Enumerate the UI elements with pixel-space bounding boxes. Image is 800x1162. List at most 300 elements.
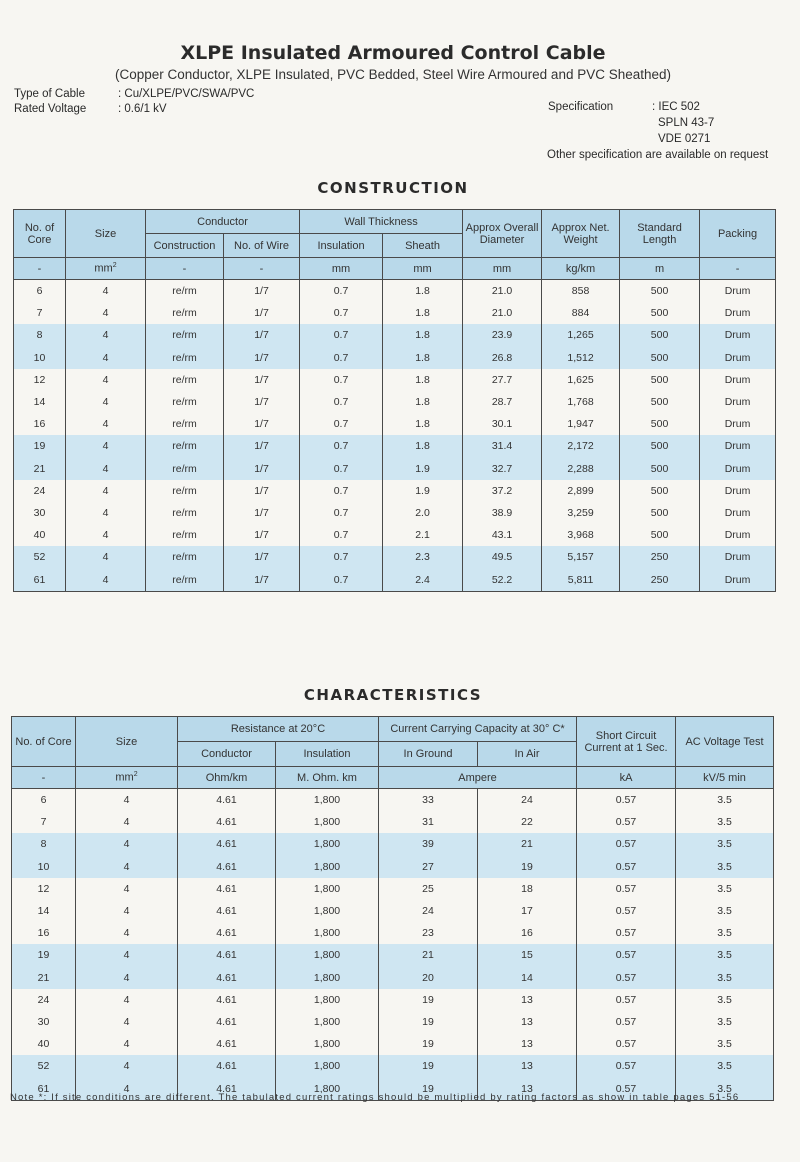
table-cell: 52.2 — [463, 568, 542, 591]
table-cell: Drum — [700, 458, 776, 480]
table-cell: 3,968 — [542, 524, 620, 546]
table-cell: 4.61 — [178, 922, 276, 944]
table-cell: 61 — [12, 1077, 76, 1100]
rated-voltage-value: : 0.6/1 kV — [118, 103, 167, 115]
table-cell: 250 — [620, 568, 700, 591]
table-cell: Drum — [700, 568, 776, 591]
table-cell: 40 — [14, 524, 66, 546]
table-cell: 23.9 — [463, 324, 542, 346]
table-cell: 1/7 — [224, 480, 300, 502]
table-cell: 4 — [76, 1055, 178, 1077]
table-row — [12, 900, 774, 922]
type-of-cable-label: Type of Cable — [14, 88, 85, 100]
table-cell: 4.61 — [178, 967, 276, 989]
table-cell: 23 — [379, 922, 478, 944]
table-cell: Drum — [700, 413, 776, 435]
table-row — [14, 413, 776, 435]
header-construction: Construction — [146, 234, 224, 258]
table-cell: 4 — [76, 789, 178, 812]
header-conductor: Conductor — [146, 210, 300, 234]
table-cell: 0.57 — [577, 900, 676, 922]
table-cell: 19 — [379, 1077, 478, 1100]
table-cell: 0.7 — [300, 302, 383, 324]
table-cell: 1.8 — [383, 347, 463, 369]
table-cell: 4 — [76, 1011, 178, 1033]
units-row — [14, 258, 776, 280]
table-cell: 24 — [478, 789, 577, 812]
table-cell: 0.7 — [300, 435, 383, 457]
table-cell: 19 — [478, 856, 577, 878]
table-row — [12, 967, 774, 989]
table-cell: 1,800 — [276, 856, 379, 878]
table-cell: 2.4 — [383, 568, 463, 591]
table-cell: 21.0 — [463, 280, 542, 303]
table-cell: 49.5 — [463, 546, 542, 568]
table-cell: 0.57 — [577, 811, 676, 833]
table-cell: 500 — [620, 524, 700, 546]
table-cell: re/rm — [146, 324, 224, 346]
table-cell: 1/7 — [224, 324, 300, 346]
table-row — [14, 347, 776, 369]
table-cell: 1.8 — [383, 391, 463, 413]
table-cell: 4 — [76, 811, 178, 833]
table-cell: 16 — [12, 922, 76, 944]
table-row — [14, 391, 776, 413]
table-cell: 26.8 — [463, 347, 542, 369]
table-cell: 3.5 — [676, 833, 774, 855]
unit-cell: kg/km — [542, 258, 620, 280]
table-cell: 4.61 — [178, 878, 276, 900]
header-overall-diameter: Approx Overall Diameter — [463, 210, 542, 258]
table-cell: 19 — [379, 1011, 478, 1033]
specification-block — [548, 99, 768, 163]
table-cell: 0.57 — [577, 833, 676, 855]
table-cell: 21 — [478, 833, 577, 855]
table-cell: 1,265 — [542, 324, 620, 346]
table-cell: 500 — [620, 369, 700, 391]
table-cell: 3.5 — [676, 967, 774, 989]
table-cell: 3.5 — [676, 1011, 774, 1033]
table-cell: 0.57 — [577, 878, 676, 900]
table-cell: 0.7 — [300, 280, 383, 303]
table-cell: 0.7 — [300, 480, 383, 502]
table-row — [14, 369, 776, 391]
table-row — [12, 944, 774, 966]
table-cell: 4 — [76, 900, 178, 922]
table-cell: 37.2 — [463, 480, 542, 502]
table-cell: 4 — [76, 989, 178, 1011]
unit-cell: mm — [463, 258, 542, 280]
table-cell: 4 — [66, 280, 146, 303]
table-cell: 4 — [66, 369, 146, 391]
specification-value: : IEC 502 — [652, 101, 700, 113]
table-cell: 19 — [379, 989, 478, 1011]
construction-title: CONSTRUCTION — [317, 179, 469, 197]
table-cell: 1.8 — [383, 369, 463, 391]
table-cell: Drum — [700, 280, 776, 303]
specification-label: Specification — [548, 101, 614, 113]
table-cell: 24 — [14, 480, 66, 502]
table-cell: 3.5 — [676, 878, 774, 900]
table-cell: 1,800 — [276, 967, 379, 989]
header-sheath: Sheath — [383, 234, 463, 258]
table-cell: 25 — [379, 878, 478, 900]
table-cell: re/rm — [146, 458, 224, 480]
table-cell: 33 — [379, 789, 478, 812]
table-row — [12, 989, 774, 1011]
table-cell: 0.57 — [577, 1077, 676, 1100]
header-net-weight: Approx Net. Weight — [542, 210, 620, 258]
table-cell: 0.57 — [577, 989, 676, 1011]
table-cell: 1,800 — [276, 1055, 379, 1077]
unit-cell: Ampere — [379, 767, 577, 789]
table-cell: 4.61 — [178, 989, 276, 1011]
table-cell: 52 — [14, 546, 66, 568]
characteristics-title: CHARACTERISTICS — [303, 686, 483, 704]
table-cell: 0.7 — [300, 324, 383, 346]
table-cell: 2.3 — [383, 546, 463, 568]
table-cell: 0.7 — [300, 458, 383, 480]
header-size: Size — [66, 210, 146, 258]
table-cell: 1.8 — [383, 302, 463, 324]
table-cell: 17 — [478, 900, 577, 922]
table-cell: 4 — [66, 480, 146, 502]
table-cell: 1,800 — [276, 1033, 379, 1055]
table-cell: 3.5 — [676, 922, 774, 944]
table-cell: 1,947 — [542, 413, 620, 435]
table-cell: 4 — [66, 458, 146, 480]
document-title: XLPE Insulated Armoured Control Cable — [180, 42, 606, 64]
table-cell: 500 — [620, 324, 700, 346]
header-no-of-wire: No. of Wire — [224, 234, 300, 258]
header-current-capacity: Current Carrying Capacity at 30° C* — [379, 717, 577, 742]
table-cell: 4.61 — [178, 944, 276, 966]
table-cell: 0.57 — [577, 789, 676, 812]
table-cell: Drum — [700, 480, 776, 502]
header-short-circuit: Short Circuit Current at 1 Sec. — [577, 717, 676, 767]
table-row — [14, 524, 776, 546]
unit-cell: $mm^2$ — [76, 767, 178, 789]
table-cell: 1,800 — [276, 900, 379, 922]
table-cell: 30 — [12, 1011, 76, 1033]
table-cell: re/rm — [146, 413, 224, 435]
table-cell: 12 — [12, 878, 76, 900]
table-cell: 0.57 — [577, 1033, 676, 1055]
table-row — [14, 302, 776, 324]
table-cell: 500 — [620, 280, 700, 303]
table-cell: Drum — [700, 324, 776, 346]
construction-table — [13, 209, 776, 592]
table-cell: 3.5 — [676, 856, 774, 878]
table-cell: 39 — [379, 833, 478, 855]
table-cell: re/rm — [146, 480, 224, 502]
table-cell: 0.7 — [300, 391, 383, 413]
table-cell: 1,800 — [276, 922, 379, 944]
table-cell: re/rm — [146, 568, 224, 591]
table-cell: 1/7 — [224, 413, 300, 435]
table-cell: 4 — [76, 1077, 178, 1100]
table-cell: 14 — [14, 391, 66, 413]
table-cell: 3.5 — [676, 811, 774, 833]
header-conductor: Conductor — [178, 742, 276, 767]
table-cell: 4.61 — [178, 1055, 276, 1077]
header-in-air: In Air — [478, 742, 577, 767]
table-cell: 1/7 — [224, 546, 300, 568]
specification-value: SPLN 43-7 — [658, 117, 715, 129]
table-cell: 7 — [14, 302, 66, 324]
table-cell: 6 — [12, 789, 76, 812]
table-cell: 24 — [379, 900, 478, 922]
table-cell: re/rm — [146, 302, 224, 324]
table-cell: 18 — [478, 878, 577, 900]
table-cell: 1,625 — [542, 369, 620, 391]
table-cell: 21.0 — [463, 302, 542, 324]
table-cell: 500 — [620, 347, 700, 369]
table-cell: 24 — [12, 989, 76, 1011]
characteristics-table-body — [12, 767, 774, 1101]
table-cell: 4.61 — [178, 811, 276, 833]
table-cell: Drum — [700, 347, 776, 369]
table-cell: 13 — [478, 1055, 577, 1077]
table-cell: 1,800 — [276, 811, 379, 833]
table-cell: Drum — [700, 524, 776, 546]
table-cell: 2,899 — [542, 480, 620, 502]
table-cell: 4 — [76, 878, 178, 900]
table-cell: 6 — [14, 280, 66, 303]
header-core: No. of Core — [12, 717, 76, 767]
header-core: No. of Core — [14, 210, 66, 258]
table-row — [14, 280, 776, 303]
header-wall-thickness: Wall Thickness — [300, 210, 463, 234]
table-cell: 32.7 — [463, 458, 542, 480]
table-cell: 3.5 — [676, 789, 774, 812]
table-cell: 10 — [12, 856, 76, 878]
table-cell: 4 — [76, 1033, 178, 1055]
table-cell: Drum — [700, 391, 776, 413]
table-cell: 4 — [76, 833, 178, 855]
table-cell: 52 — [12, 1055, 76, 1077]
table-cell: 4 — [66, 568, 146, 591]
table-cell: 4 — [66, 324, 146, 346]
header-insulation: Insulation — [300, 234, 383, 258]
table-cell: 13 — [478, 1077, 577, 1100]
units-row — [12, 767, 774, 789]
header-size: Size — [76, 717, 178, 767]
table-cell: 38.9 — [463, 502, 542, 524]
table-row — [12, 789, 774, 812]
table-cell: 0.7 — [300, 369, 383, 391]
table-row — [12, 811, 774, 833]
specification-note: Other specification are available on request — [547, 149, 769, 161]
table-cell: re/rm — [146, 502, 224, 524]
table-cell: 27.7 — [463, 369, 542, 391]
table-cell: 1/7 — [224, 524, 300, 546]
table-cell: 4 — [66, 546, 146, 568]
table-cell: 4.61 — [178, 1011, 276, 1033]
table-cell: 1/7 — [224, 391, 300, 413]
table-cell: 1/7 — [224, 435, 300, 457]
table-cell: 4 — [66, 302, 146, 324]
table-cell: re/rm — [146, 524, 224, 546]
table-cell: Drum — [700, 546, 776, 568]
table-cell: 1/7 — [224, 280, 300, 303]
table-cell: 858 — [542, 280, 620, 303]
table-cell: 3.5 — [676, 989, 774, 1011]
unit-cell: - — [146, 258, 224, 280]
table-cell: 500 — [620, 502, 700, 524]
document-subtitle: (Copper Conductor, XLPE Insulated, PVC Bedded, Steel Wire Armoured and PVC Sheathed) — [114, 67, 672, 82]
table-cell: 3.5 — [676, 1033, 774, 1055]
table-cell: 20 — [379, 967, 478, 989]
table-cell: 4 — [66, 347, 146, 369]
table-cell: re/rm — [146, 391, 224, 413]
table-cell: 19 — [379, 1033, 478, 1055]
unit-cell: kV/5 min — [676, 767, 774, 789]
table-row — [12, 833, 774, 855]
table-row — [12, 1011, 774, 1033]
table-cell: 0.7 — [300, 413, 383, 435]
unit-cell: mm — [300, 258, 383, 280]
unit-cell: - — [700, 258, 776, 280]
table-cell: 13 — [478, 989, 577, 1011]
table-cell: 4.61 — [178, 1077, 276, 1100]
table-cell: 19 — [379, 1055, 478, 1077]
construction-table-body — [14, 258, 776, 592]
table-cell: 5,157 — [542, 546, 620, 568]
table-row — [14, 502, 776, 524]
table-cell: Drum — [700, 435, 776, 457]
table-cell: 4 — [76, 856, 178, 878]
table-cell: 7 — [12, 811, 76, 833]
unit-cell: Ohm/km — [178, 767, 276, 789]
table-cell: 3.5 — [676, 1055, 774, 1077]
table-row — [12, 1033, 774, 1055]
table-cell: 30.1 — [463, 413, 542, 435]
table-cell: 1,800 — [276, 944, 379, 966]
table-cell: 0.7 — [300, 568, 383, 591]
specification-value: VDE 0271 — [658, 133, 711, 145]
table-cell: 21 — [379, 944, 478, 966]
table-cell: 1.9 — [383, 458, 463, 480]
table-cell: 21 — [14, 458, 66, 480]
table-cell: 0.57 — [577, 967, 676, 989]
footnote: Note *: If site conditions are different. The tabulated current ratings should be multiplied by rating factors as show in table pages 51-56 — [10, 1092, 740, 1103]
table-cell: 4 — [76, 967, 178, 989]
rated-voltage-label: Rated Voltage — [14, 103, 87, 115]
table-cell: 1,800 — [276, 1077, 379, 1100]
table-cell: re/rm — [146, 369, 224, 391]
table-row — [14, 480, 776, 502]
table-cell: 19 — [12, 944, 76, 966]
table-cell: 40 — [12, 1033, 76, 1055]
table-cell: 4 — [66, 413, 146, 435]
table-cell: 3,259 — [542, 502, 620, 524]
table-cell: 1,800 — [276, 989, 379, 1011]
table-cell: 1/7 — [224, 369, 300, 391]
table-cell: 2,172 — [542, 435, 620, 457]
type-of-cable-value: : Cu/XLPE/PVC/SWA/PVC — [118, 88, 255, 100]
unit-cell: m — [620, 258, 700, 280]
table-cell: 43.1 — [463, 524, 542, 546]
table-cell: 1.8 — [383, 324, 463, 346]
table-cell: 8 — [14, 324, 66, 346]
table-cell: 0.57 — [577, 1055, 676, 1077]
table-cell: 4 — [66, 435, 146, 457]
table-cell: 4 — [76, 922, 178, 944]
table-cell: 13 — [478, 1011, 577, 1033]
table-row — [12, 922, 774, 944]
table-cell: 2,288 — [542, 458, 620, 480]
table-cell: 500 — [620, 413, 700, 435]
unit-cell: - — [12, 767, 76, 789]
table-cell: 27 — [379, 856, 478, 878]
table-cell: 1,800 — [276, 878, 379, 900]
table-cell: 3.5 — [676, 900, 774, 922]
table-cell: 2.1 — [383, 524, 463, 546]
table-cell: 0.7 — [300, 502, 383, 524]
table-cell: 28.7 — [463, 391, 542, 413]
unit-cell: M. Ohm. km — [276, 767, 379, 789]
header-in-ground: In Ground — [379, 742, 478, 767]
table-cell: 15 — [478, 944, 577, 966]
unit-cell: $mm^2$ — [66, 258, 146, 280]
table-cell: 1,800 — [276, 1011, 379, 1033]
table-cell: 1,800 — [276, 789, 379, 812]
table-cell: 12 — [14, 369, 66, 391]
unit-cell: mm — [383, 258, 463, 280]
table-cell: 1,800 — [276, 833, 379, 855]
table-cell: 61 — [14, 568, 66, 591]
table-cell: 500 — [620, 391, 700, 413]
characteristics-table — [11, 716, 774, 1101]
table-cell: 500 — [620, 458, 700, 480]
table-cell: 1.8 — [383, 280, 463, 303]
table-cell: 16 — [478, 922, 577, 944]
table-cell: 19 — [14, 435, 66, 457]
table-cell: 1/7 — [224, 502, 300, 524]
table-cell: 4.61 — [178, 1033, 276, 1055]
table-cell: 3.5 — [676, 944, 774, 966]
table-cell: 1/7 — [224, 347, 300, 369]
table-cell: 1,512 — [542, 347, 620, 369]
table-cell: 1/7 — [224, 458, 300, 480]
table-cell: 4.61 — [178, 789, 276, 812]
table-cell: 21 — [12, 967, 76, 989]
table-cell: 500 — [620, 302, 700, 324]
table-cell: 13 — [478, 1033, 577, 1055]
table-row — [12, 1055, 774, 1077]
header-resistance: Resistance at 20°C — [178, 717, 379, 742]
table-cell: 8 — [12, 833, 76, 855]
table-cell: 14 — [12, 900, 76, 922]
table-cell: Drum — [700, 369, 776, 391]
table-cell: re/rm — [146, 435, 224, 457]
table-row — [14, 546, 776, 568]
table-cell: 0.57 — [577, 1011, 676, 1033]
table-cell: re/rm — [146, 280, 224, 303]
unit-cell: - — [14, 258, 66, 280]
table-cell: 0.7 — [300, 347, 383, 369]
table-cell: re/rm — [146, 546, 224, 568]
table-cell: 4.61 — [178, 833, 276, 855]
table-cell: 16 — [14, 413, 66, 435]
table-row — [14, 458, 776, 480]
table-row — [14, 435, 776, 457]
table-cell: 1/7 — [224, 568, 300, 591]
table-cell: 250 — [620, 546, 700, 568]
table-cell: 4.61 — [178, 900, 276, 922]
table-cell: re/rm — [146, 347, 224, 369]
